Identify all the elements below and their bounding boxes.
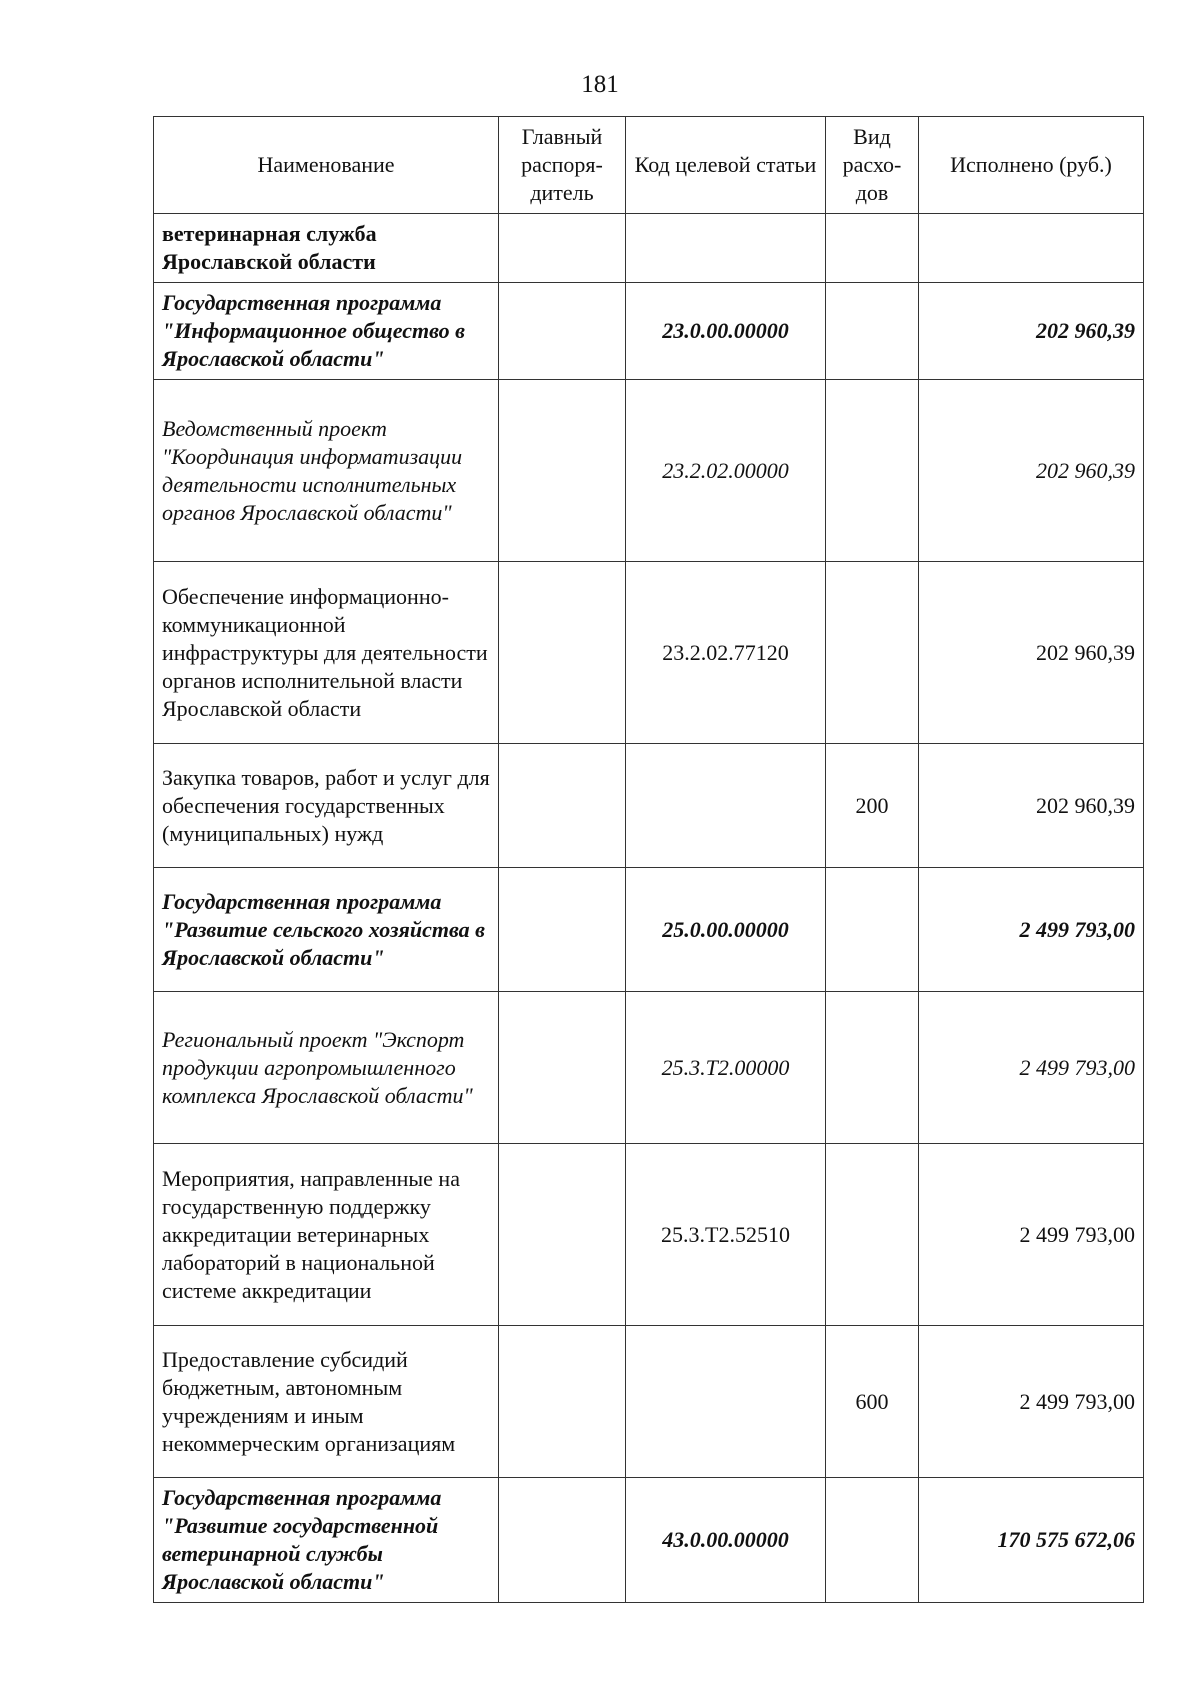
table-row [154,1478,1144,1603]
page-number: 181 [581,71,619,98]
cell-sum: 202 960,39 [919,380,1144,562]
header-code: Код целевой статьи [626,117,826,214]
table-header-row [154,117,1144,214]
cell-code: 25.0.00.00000 [626,868,826,992]
table-row [154,1144,1144,1326]
budget-table [153,116,1144,1603]
cell-glav [499,1144,626,1326]
cell-vid [826,283,919,380]
cell-name: Государственная программа "Развитие государственной ветеринарной службы Ярославской области" [154,1478,499,1603]
cell-code [626,1326,826,1478]
cell-code: 25.3.Т2.00000 [626,992,826,1144]
table-row [154,214,1144,283]
table-row [154,1326,1144,1478]
cell-glav [499,380,626,562]
cell-sum: 202 960,39 [919,744,1144,868]
header-vid: Вид расхо-дов [826,117,919,214]
cell-sum [919,214,1144,283]
cell-sum: 170 575 672,06 [919,1478,1144,1603]
table-row [154,562,1144,744]
cell-vid [826,1144,919,1326]
table-row [154,744,1144,868]
cell-name: Закупка товаров, работ и услуг для обеспечения государственных (муниципальных) нужд [154,744,499,868]
cell-code: 23.2.02.77120 [626,562,826,744]
header-name: Наименование [154,117,499,214]
cell-vid [826,214,919,283]
cell-vid [826,992,919,1144]
cell-name: Региональный проект "Экспорт продукции агропромышленного комплекса Ярославской области" [154,992,499,1144]
cell-code: 23.0.00.00000 [626,283,826,380]
table-row [154,380,1144,562]
table-row [154,868,1144,992]
cell-sum: 202 960,39 [919,562,1144,744]
cell-sum: 2 499 793,00 [919,1326,1144,1478]
cell-vid [826,380,919,562]
cell-code: 23.2.02.00000 [626,380,826,562]
cell-code [626,214,826,283]
cell-glav [499,214,626,283]
cell-glav [499,744,626,868]
cell-name: Обеспечение информационно-коммуникационной инфраструктуры для деятельности органов исполнительной власти Ярославской области [154,562,499,744]
cell-sum: 2 499 793,00 [919,868,1144,992]
cell-glav [499,283,626,380]
table-row [154,283,1144,380]
cell-glav [499,868,626,992]
header-glav: Главный распоря-дитель [499,117,626,214]
cell-vid: 600 [826,1326,919,1478]
cell-code: 25.3.Т2.52510 [626,1144,826,1326]
header-sum: Исполнено (руб.) [919,117,1144,214]
cell-glav [499,992,626,1144]
cell-vid [826,1478,919,1603]
cell-sum: 2 499 793,00 [919,1144,1144,1326]
cell-name: Мероприятия, направленные на государственную поддержку аккредитации ветеринарных лабораторий в национальной системе аккредитации [154,1144,499,1326]
cell-vid [826,562,919,744]
table-row [154,992,1144,1144]
cell-glav [499,1478,626,1603]
cell-glav [499,1326,626,1478]
cell-name: Государственная программа "Информационное общество в Ярославской области" [154,283,499,380]
cell-name: Государственная программа "Развитие сельского хозяйства в Ярославской области" [154,868,499,992]
cell-glav [499,562,626,744]
cell-name: Ведомственный проект "Координация информатизации деятельности исполнительных органов Ярославской области" [154,380,499,562]
cell-vid [826,868,919,992]
cell-code: 43.0.00.00000 [626,1478,826,1603]
cell-sum: 202 960,39 [919,283,1144,380]
cell-name: ветеринарная служба Ярославской области [154,214,499,283]
cell-name: Предоставление субсидий бюджетным, автономным учреждениям и иным некоммерческим организациям [154,1326,499,1478]
cell-code [626,744,826,868]
cell-vid: 200 [826,744,919,868]
cell-sum: 2 499 793,00 [919,992,1144,1144]
